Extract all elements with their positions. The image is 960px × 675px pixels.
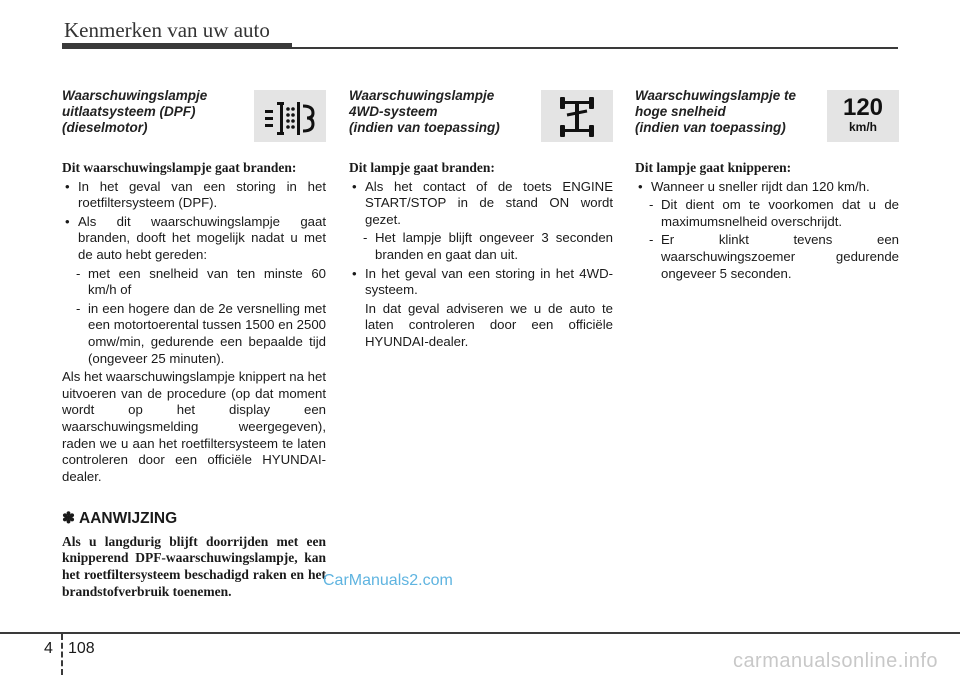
site-watermark: carmanualsonline.info	[732, 650, 938, 672]
section-heading: Waarschuwingslampje uitlaatsysteem (DPF) (dieselmotor)	[62, 88, 208, 135]
note-body: Als u langdurig blijft doorrijden met een knipperend DPF-waarschuwingslampje, kan het roetfiltersysteem beschadigd raken en het brandstofverbruik toenemen.	[62, 533, 326, 599]
list-item: • Wanneer u sneller rijdt dan 120 km/h.	[635, 179, 899, 196]
asterisk-icon: ✽	[62, 510, 75, 528]
lead-text: Dit waarschuwingslampje gaat branden:	[62, 160, 297, 175]
sub-list-item: - in een hogere dan de 2e versnelling met een motortoerental tussen 1500 en 2500 omw/min, gedurende een bepaalde tijd (ongeveer 25 minuten).	[76, 300, 326, 366]
footer-rule	[0, 632, 960, 634]
list-item: • Als het contact of de toets ENGINE START/STOP in de stand ON wordt gezet.	[349, 179, 613, 229]
section-heading: Waarschuwingslampje te hoge snelheid (indien van toepassing)	[635, 88, 797, 135]
speed-warning-icon	[827, 90, 899, 142]
lead-text: Dit lampje gaat branden:	[349, 160, 495, 175]
speed-icon-unit: km/h	[848, 119, 877, 134]
paragraph: Als het waarschuwingslampje knippert na het uitvoeren van de procedure (op dat moment wordt op het display een waarschuwingsmelding weergegeven), raden we u aan het roetfiltersysteem te laten controleren door een officiële HYUNDAI-dealer.	[62, 369, 326, 484]
column-dpf	[62, 88, 326, 600]
list-item: • Als dit waarschuwingslampje gaat branden, dooft het mogelijk nadat u met de auto hebt gereden:	[62, 214, 326, 264]
list-item: • In het geval van een storing in het 4WD-systeem.	[349, 266, 613, 299]
header-rule-thick	[62, 43, 292, 49]
4wd-warning-icon	[541, 90, 613, 142]
paragraph: In dat geval adviseren we u de auto te laten controleren door een officiële HYUNDAI-dealer.	[365, 300, 613, 349]
sub-list-item: - Het lampje blijft ongeveer 3 seconden branden en gaat dan uit.	[363, 230, 613, 262]
column-speed	[635, 88, 899, 282]
section-heading: Waarschuwingslampje 4WD-systeem (indien van toepassing)	[349, 88, 500, 135]
lead-text: Dit lampje gaat knipperen:	[635, 160, 792, 175]
sub-list-item: - met een snelheid van ten minste 60 km/h of	[76, 265, 326, 298]
watermark: CarManuals2.com	[323, 572, 453, 589]
section-heading-row	[62, 88, 326, 150]
sub-list-item: - Er klinkt tevens een waarschuwingszoemer gedurende ongeveer 5 seconden.	[649, 232, 899, 281]
page-number: 108	[68, 640, 95, 657]
note-title: ✽ AANWIJZING	[62, 510, 178, 528]
header-rule-thin	[292, 47, 898, 49]
section-heading-row	[349, 88, 613, 150]
speed-icon-number: 120	[842, 93, 884, 121]
dpf-warning-icon	[254, 90, 326, 142]
section-heading-row	[635, 88, 899, 150]
list-item: • In het geval van een storing in het roetfiltersysteem (DPF).	[62, 179, 326, 212]
chapter-number: 4	[44, 640, 53, 657]
sub-list-item: - Dit dient om te voorkomen dat u de maximumsnelheid overschrijdt.	[649, 197, 899, 229]
footer-divider	[61, 634, 63, 675]
page-header-title: Kenmerken van uw auto	[64, 18, 270, 42]
column-4wd	[349, 88, 613, 351]
